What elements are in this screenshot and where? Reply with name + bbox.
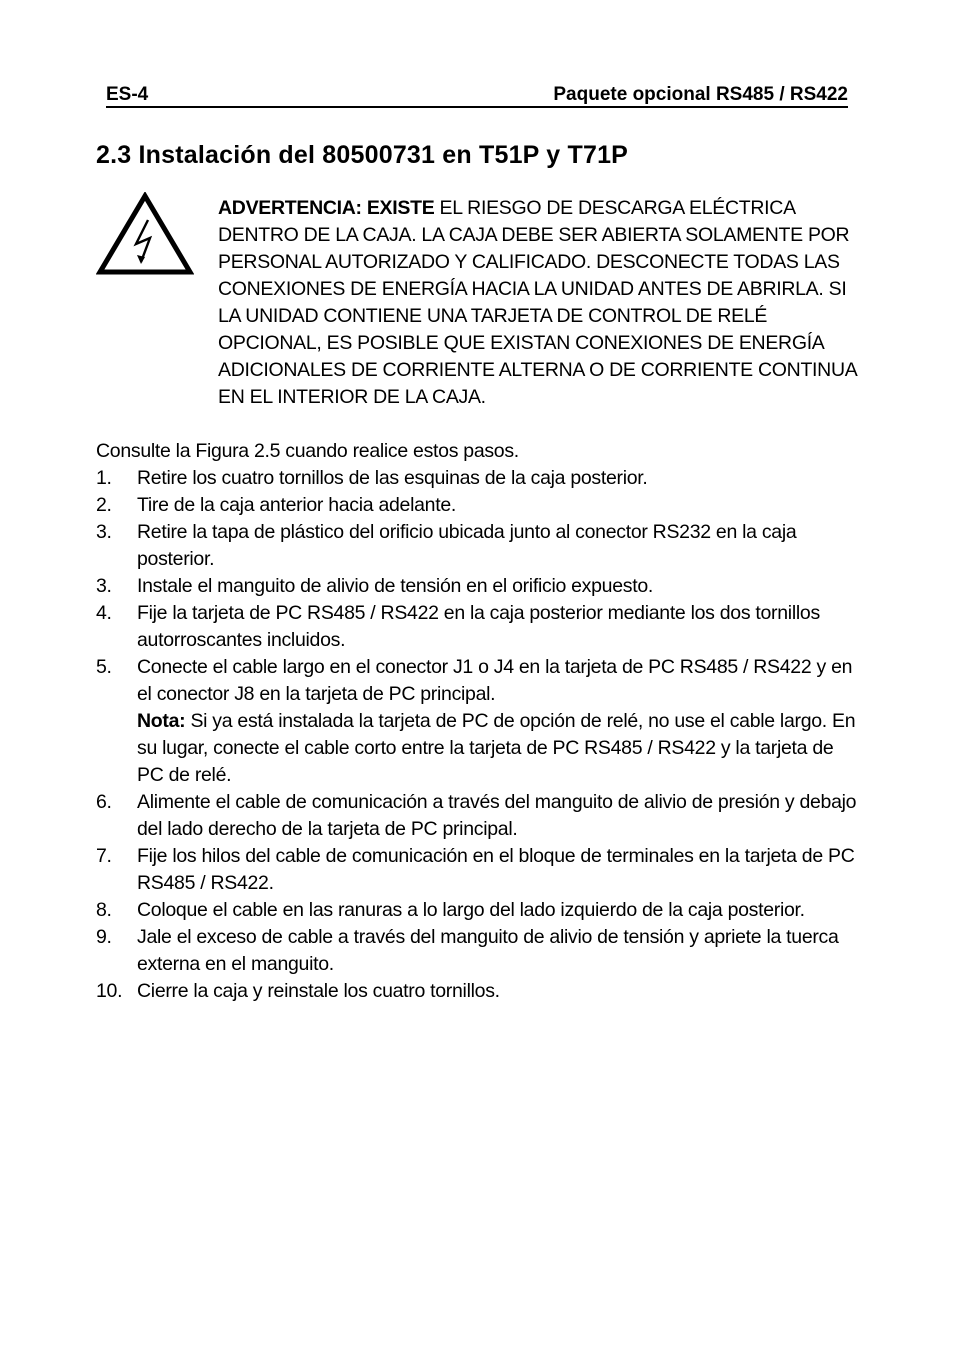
note-label: Nota: (137, 710, 186, 732)
step-number: 4. (96, 602, 112, 624)
step-text: Conecte el cable largo en el conector J1 o J4 en la tarjeta de PC RS485 / RS422 y en el conector J8 en la tarjeta de PC principal. (137, 656, 853, 705)
step-number: 10. (96, 980, 123, 1002)
step-text: Fije la tarjeta de PC RS485 / RS422 en la caja posterior mediante los dos tornillos autorroscantes incluidos. (137, 602, 820, 651)
list-item (96, 492, 858, 519)
step-text: Alimente el cable de comunicación a través del manguito de alivio de presión y debajo del lado derecho de la tarjeta de PC principal. (137, 791, 857, 840)
list-item (96, 573, 858, 600)
document-title: Paquete opcional RS485 / RS422 (553, 84, 848, 105)
intro-paragraph: Consulte la Figura 2.5 cuando realice estos pasos. (96, 440, 519, 462)
note-text: Si ya está instalada la tarjeta de PC de opción de relé, no use el cable largo. En su lugar, conecte el cable corto entre la tarjeta de PC RS485 / RS422 y la tarjeta de PC de relé. (137, 710, 856, 786)
list-item (96, 789, 858, 843)
list-item (96, 978, 858, 1005)
step-number: 6. (96, 791, 112, 813)
step-text: Fije los hilos del cable de comunicación en el bloque de terminales en la tarjeta de PC RS485 / RS422. (137, 845, 855, 894)
step-text: Tire de la caja anterior hacia adelante. (137, 494, 456, 516)
step-number: 3. (96, 521, 112, 543)
step-number: 9. (96, 926, 112, 948)
step-text: Coloque el cable en las ranuras a lo largo del lado izquierdo de la caja posterior. (137, 899, 805, 921)
list-item (96, 924, 858, 978)
step-number: 7. (96, 845, 112, 867)
step-number: 2. (96, 494, 112, 516)
step-number: 1. (96, 467, 112, 489)
section-title: 2.3 Instalación del 80500731 en T51P y T71P (96, 141, 629, 169)
step-text: Retire la tapa de plástico del orificio ubicada junto al conector RS232 en la caja posterior. (137, 521, 797, 570)
list-item (96, 465, 858, 492)
step-number: 8. (96, 899, 112, 921)
step-number: 5. (96, 656, 112, 678)
steps-list (96, 465, 858, 1005)
step-text: Jale el exceso de cable a través del manguito de alivio de tensión y apriete la tuerca externa en el manguito. (137, 926, 839, 975)
list-item (96, 600, 858, 654)
step-text: Retire los cuatro tornillos de las esquinas de la caja posterior. (137, 467, 648, 489)
electrical-hazard-warning-icon (96, 192, 194, 276)
list-item (96, 897, 858, 924)
list-item (96, 654, 858, 789)
step-number: 3. (96, 575, 112, 597)
list-item (96, 519, 858, 573)
warning-body: EL RIESGO DE DESCARGA ELÉCTRICA DENTRO DE LA CAJA. LA CAJA DEBE SER ABIERTA SOLAMENTE POR PERSONAL AUTORIZADO Y CALIFICADO. DESCONECTE TODAS LAS CONEXIONES DE ENERGÍA HACIA LA UNIDAD ANTES DE ABRIRLA. SI LA UNIDAD CONTIENE UNA TARJETA DE CONTROL DE RELÉ OPCIONAL, ES POSIBLE QUE EXISTAN CONEXIONES DE ENERGÍA ADICIONALES DE CORRIENTE ALTERNA O DE CORRIENTE CONTINUA EN EL INTERIOR DE LA CAJA. (218, 197, 857, 408)
list-item (96, 843, 858, 897)
step-text: Cierre la caja y reinstale los cuatro tornillos. (137, 980, 500, 1002)
warning-label: ADVERTENCIA: EXISTE (218, 197, 435, 219)
page-header (106, 84, 848, 108)
page-number: ES-4 (106, 84, 149, 105)
warning-text (218, 195, 858, 411)
step-text: Instale el manguito de alivio de tensión en el orificio expuesto. (137, 575, 653, 597)
